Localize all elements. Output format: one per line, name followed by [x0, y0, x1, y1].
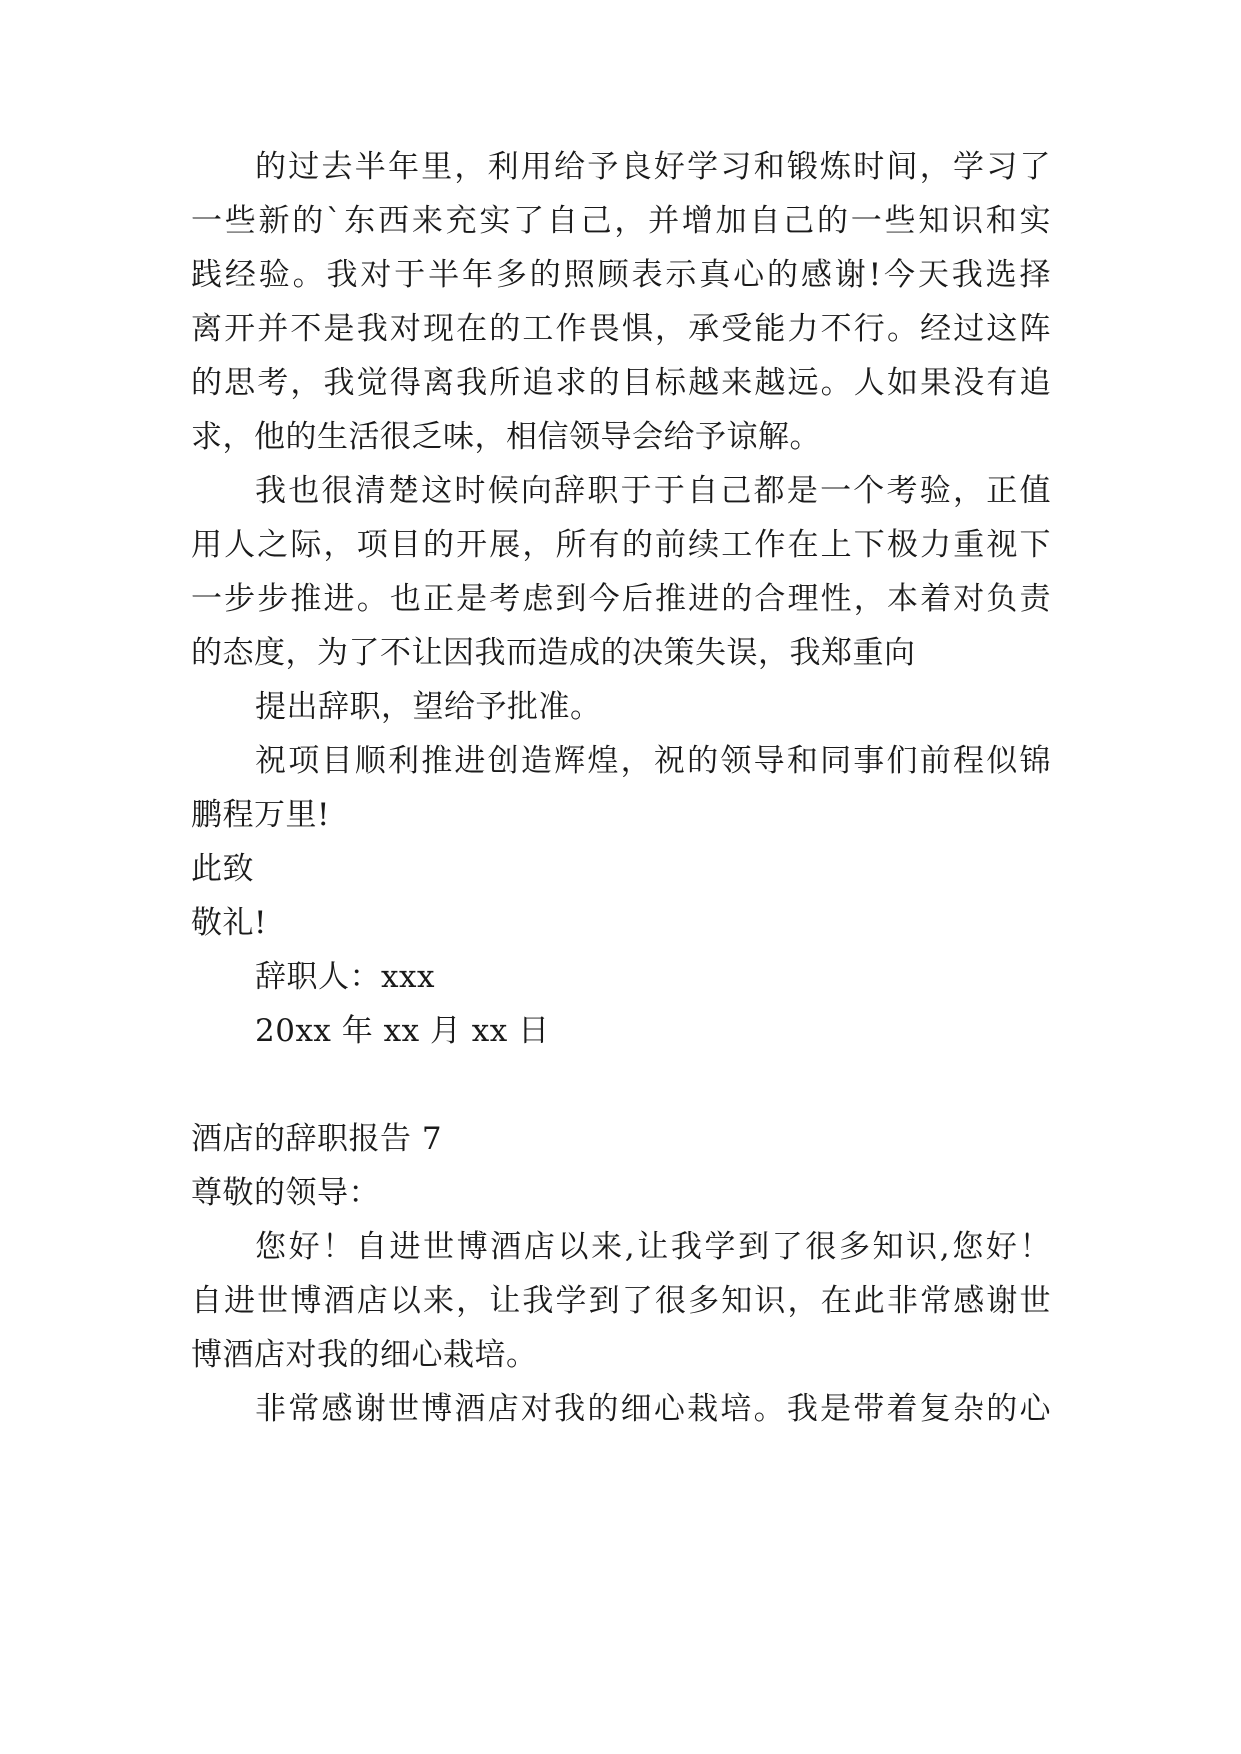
text-line: 一步步推进。也正是考虑到今后推进的合理性，本着对负责 — [191, 581, 1051, 617]
text-line: 离开并不是我对现在的工作畏惧，承受能力不行。经过这阵 — [191, 311, 1051, 347]
text-line: 博酒店对我的细心栽培。 — [191, 1337, 538, 1373]
section-title: 酒店的辞职报告 7 — [191, 1121, 443, 1157]
text-line: 提出辞职，望给予批准。 — [255, 689, 602, 725]
signature-line: 辞职人：xxx — [255, 959, 435, 995]
text-line: 鹏程万里! — [191, 797, 330, 833]
text-line: 的态度，为了不让因我而造成的决策失误，我郑重向 — [191, 635, 916, 671]
text-line: 我也很清楚这时候向辞职于于自己都是一个考验，正值 — [255, 473, 1051, 509]
text-line: 祝项目顺利推进创造辉煌，祝的领导和同事们前程似锦 — [255, 743, 1051, 779]
closing-salutation: 此致 — [191, 851, 254, 887]
text-line: 践经验。我对于半年多的照顾表示真心的感谢!今天我选择 — [191, 257, 1051, 293]
greeting: 尊敬的领导： — [191, 1175, 380, 1211]
date-line: 20xx 年 xx 月 xx 日 — [255, 1013, 550, 1049]
text-line: 您好！自进世博酒店以来,让我学到了很多知识,您好！ — [255, 1229, 1051, 1265]
text-line: 的过去半年里，利用给予良好学习和锻炼时间，学习了 — [255, 149, 1051, 185]
closing-regards: 敬礼! — [191, 905, 267, 941]
text-line: 自进世博酒店以来，让我学到了很多知识，在此非常感谢世 — [191, 1283, 1051, 1319]
text-line: 用人之际，项目的开展，所有的前续工作在上下极力重视下 — [191, 527, 1051, 563]
text-line: 求，他的生活很乏味，相信领导会给予谅解。 — [191, 419, 821, 455]
text-line: 非常感谢世博酒店对我的细心栽培。我是带着复杂的心 — [255, 1391, 1051, 1427]
text-line: 的思考，我觉得离我所追求的目标越来越远。人如果没有追 — [191, 365, 1051, 401]
text-line: 一些新的`东西来充实了自己，并增加自己的一些知识和实 — [191, 203, 1051, 239]
